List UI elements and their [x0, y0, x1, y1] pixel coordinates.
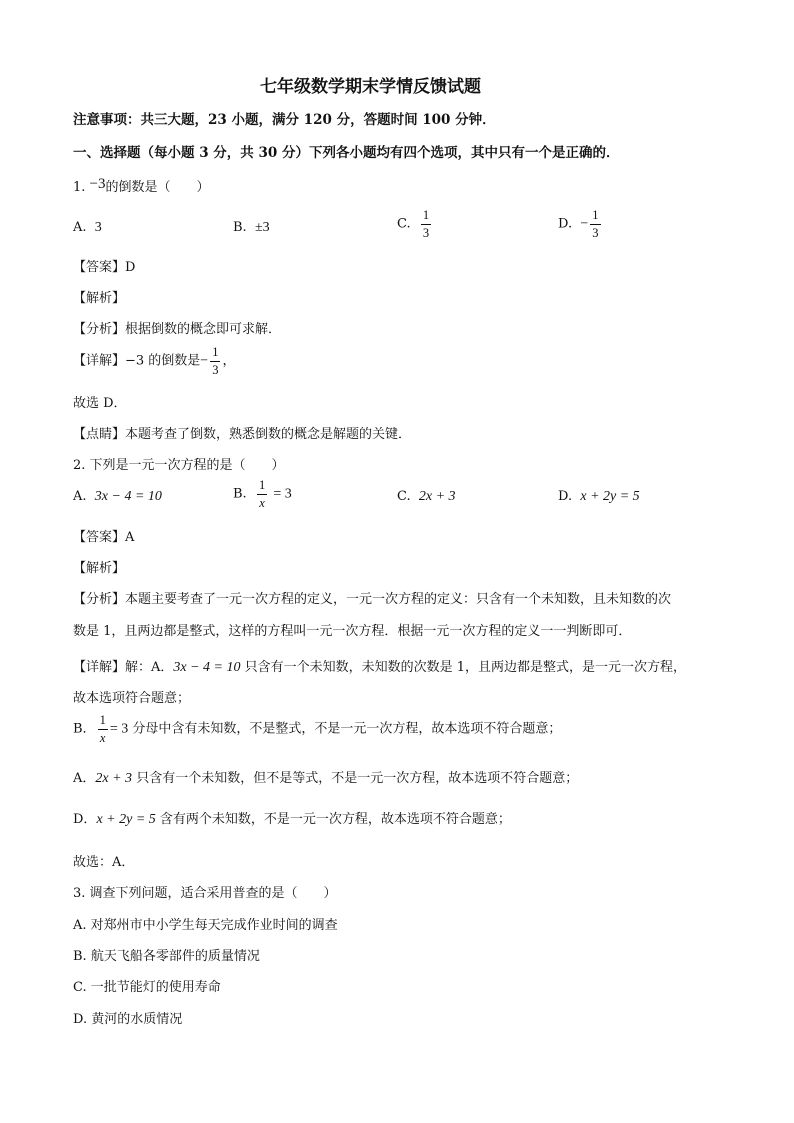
q1-option-a	[73, 220, 102, 236]
fraction-numerator: 1	[257, 479, 267, 495]
option-value: ±3	[254, 220, 270, 235]
fraction	[421, 209, 431, 239]
option-label: B.	[233, 486, 247, 502]
detail-text: 【详解】解：A．	[73, 660, 174, 675]
option-expression: x + 2y = 5	[580, 489, 640, 504]
math-neg3: −3	[89, 176, 106, 192]
option-label: B.	[233, 220, 247, 235]
q2-detail-a	[73, 656, 686, 676]
question-1-stem	[73, 176, 210, 196]
detail-text: 只含有一个未知数，未知数的次数是 1，且两边都是整式，是一元一次方程，	[240, 660, 687, 675]
fraction	[257, 479, 267, 509]
option-label: A.	[73, 220, 87, 235]
fraction-numerator: 1	[98, 714, 108, 730]
minus-sign: −	[200, 353, 209, 369]
page-title: 七年级数学期末学情反馈试题	[260, 77, 481, 97]
fraction-denominator: 3	[592, 225, 599, 240]
detail-label: A．	[73, 771, 96, 786]
section-1-heading: 一、选择题（每小题 3 分，共 30 分）下列各小题均有四个选项，其中只有一个是正确的．	[73, 145, 620, 161]
q2-option-d	[558, 489, 640, 505]
q2-choose: 故选：A．	[73, 855, 135, 870]
question-2-stem: 2. 下列是一元一次方程的是（ ）	[73, 458, 285, 473]
option-label: C.	[397, 216, 411, 232]
q3-option-b: B. 航天飞船各零部件的质量情况	[73, 949, 260, 964]
detail-expression: 2x + 3	[95, 771, 133, 786]
q1-analysis: 【分析】根据倒数的概念即可求解．	[73, 322, 282, 337]
q1-option-d	[558, 209, 603, 239]
q1-choose: 故选 D．	[73, 396, 127, 411]
fraction-numerator: 1	[590, 209, 600, 225]
q2-detail-c	[73, 767, 578, 787]
q2-analysis-line-2: 数是 1，且两边都是整式，这样的方程叫一元一次方程．根据一元一次方程的定义一一判断即可．	[73, 624, 632, 639]
option-value: 3	[94, 220, 102, 235]
option-label: D.	[558, 216, 573, 232]
q2-analysis-line-1: 【分析】本题主要考查了一元一次方程的定义，一元一次方程的定义：只含有一个未知数，且未知数的次	[73, 592, 672, 607]
fraction	[590, 209, 600, 239]
detail-text: 含有两个未知数，不是一元一次方程，故本选项不符合题意；	[155, 812, 511, 827]
option-label: D.	[558, 489, 573, 504]
q2-option-a	[73, 489, 162, 505]
q2-detail-b	[73, 714, 561, 744]
fraction-denominator: 3	[212, 362, 219, 377]
q1-option-b	[233, 220, 270, 236]
detail-suffix: ，	[222, 353, 236, 369]
notice: 注意事项：共三大题，23 小题，满分 120 分，答题时间 100 分钟．	[73, 112, 496, 128]
question-3-stem: 3. 调查下列问题，适合采用普查的是（ ）	[73, 886, 337, 901]
detail-expression: 3x − 4 = 10	[173, 660, 241, 675]
q1-detail	[73, 346, 235, 376]
q2-option-c	[397, 489, 456, 505]
q1-comment: 【点睛】本题考查了倒数，熟悉倒数的概念是解题的关键．	[73, 427, 412, 442]
fraction-numerator: 1	[421, 209, 431, 225]
q1-analysis-heading: 【解析】	[73, 291, 126, 306]
fraction-numerator: 1	[210, 346, 220, 362]
fraction-denominator: x	[99, 730, 106, 745]
q3-option-c: C. 一批节能灯的使用寿命	[73, 980, 221, 995]
q1-option-c	[397, 209, 433, 239]
question-1-text: 的倒数是（ ）	[105, 180, 210, 195]
option-expression: = 3	[273, 486, 292, 502]
option-expression: 2x + 3	[418, 489, 456, 504]
q3-option-d: D. 黄河的水质情况	[73, 1012, 183, 1027]
fraction-denominator: 3	[422, 225, 430, 240]
q3-option-a: A. 对郑州市中小学生每天完成作业时间的调查	[73, 918, 338, 933]
detail-text: 分母中含有未知数，不是整式，不是一元一次方程，故本选项不符合题意；	[128, 721, 562, 737]
minus-sign: −	[580, 216, 589, 232]
q2-analysis-heading: 【解析】	[73, 561, 126, 576]
q2-detail-a-line-2: 故本选项符合题意；	[73, 691, 191, 706]
fraction	[210, 346, 220, 376]
q1-answer: 【答案】D	[73, 260, 136, 275]
fraction	[98, 714, 108, 744]
option-expression: 3x − 4 = 10	[94, 489, 162, 504]
q2-detail-d	[73, 808, 511, 828]
detail-text: 只含有一个未知数，但不是等式，不是一元一次方程，故本选项不符合题意；	[132, 771, 579, 786]
option-label: C.	[397, 489, 411, 504]
fraction-denominator: x	[259, 495, 265, 510]
q2-option-b	[233, 479, 292, 509]
q2-answer: 【答案】A	[73, 530, 135, 545]
detail-label: D．	[73, 812, 97, 827]
detail-text: 【详解】−3 的倒数是	[73, 353, 201, 369]
detail-expression: x + 2y = 5	[96, 812, 156, 827]
option-label: A.	[73, 489, 87, 504]
detail-expression: = 3	[109, 721, 129, 737]
detail-label: B．	[73, 721, 96, 737]
question-number: 1.	[73, 180, 86, 195]
